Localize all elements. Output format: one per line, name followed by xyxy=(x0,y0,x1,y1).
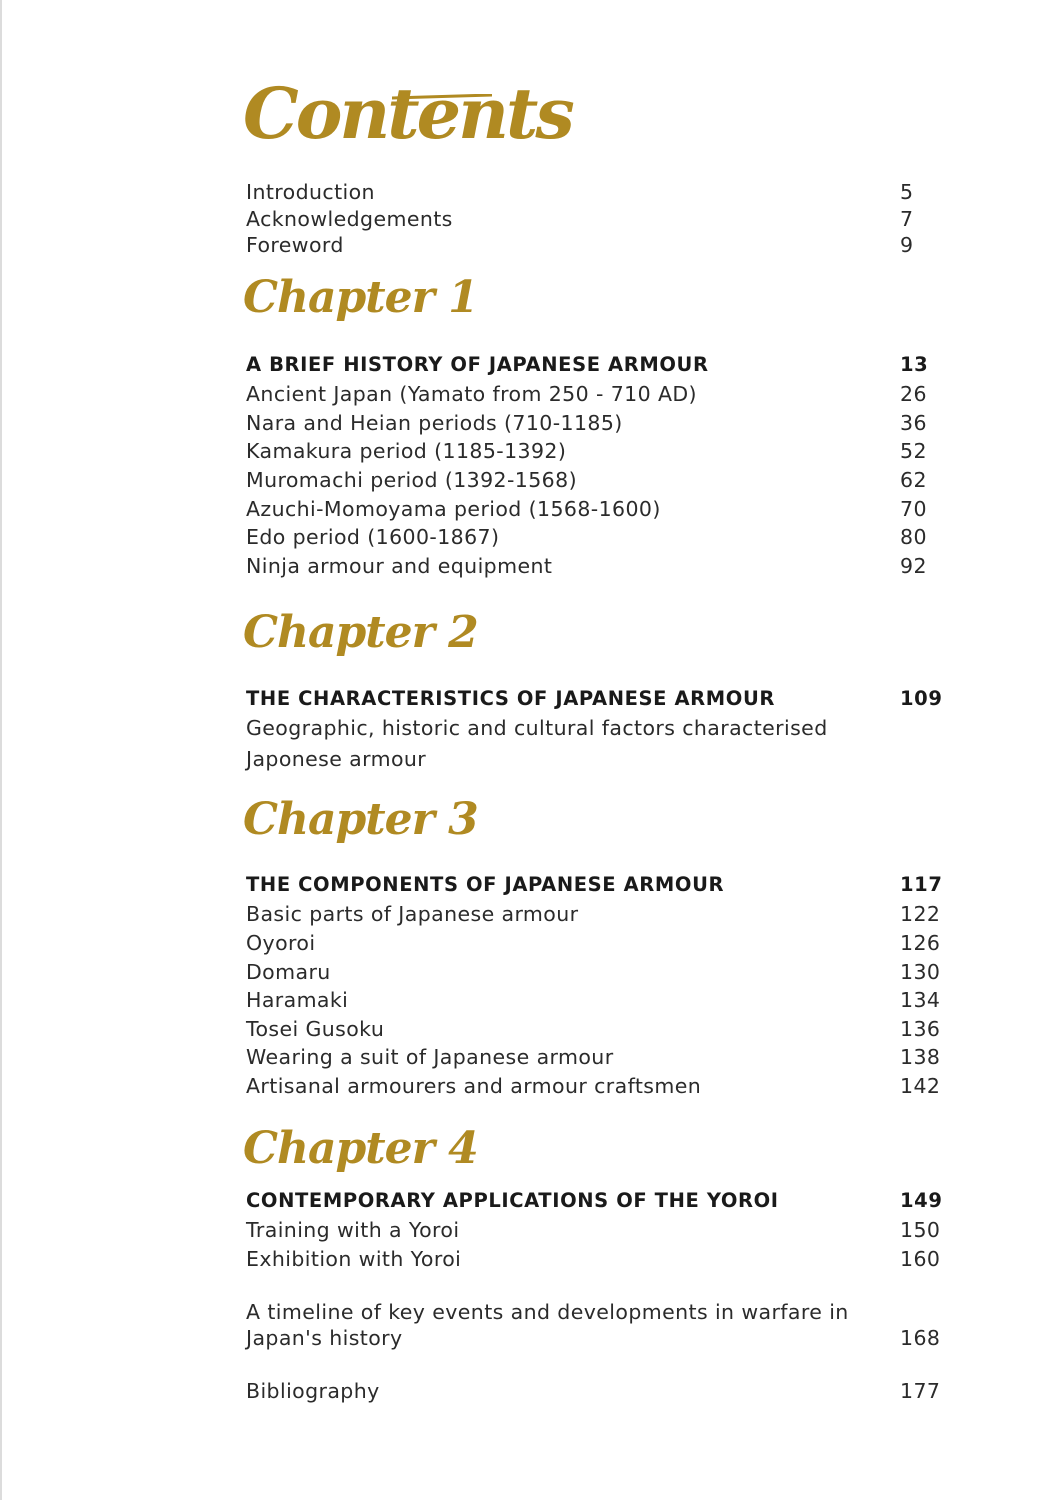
entry-page: 62 xyxy=(900,468,927,492)
entry-page: 168 xyxy=(900,1326,941,1350)
toc-entry-multiline[interactable] xyxy=(246,714,828,742)
toc-entry[interactable] xyxy=(246,380,936,408)
heading-page: 149 xyxy=(900,1189,943,1212)
heading-page: 109 xyxy=(900,687,943,710)
entry-title: Ancient Japan (Yamato from 250 - 710 AD) xyxy=(246,382,697,406)
entry-title: Domaru xyxy=(246,960,331,984)
entry-title: Nara and Heian periods (710-1185) xyxy=(246,411,623,435)
entry-title: Foreword xyxy=(246,233,344,257)
entry-title: Artisanal armourers and armour craftsmen xyxy=(246,1074,702,1098)
entry-title: Muromachi period (1392-1568) xyxy=(246,468,577,492)
toc-entry-acknowledgements[interactable] xyxy=(246,205,936,233)
chapter-4-label: Chapter 4 xyxy=(243,1123,478,1174)
toc-entry[interactable] xyxy=(246,1072,941,1100)
toc-entry-multiline-cont[interactable] xyxy=(246,745,426,773)
toc-entry[interactable] xyxy=(246,409,936,437)
entry-title: Kamakura period (1185-1392) xyxy=(246,439,567,463)
toc-entry[interactable] xyxy=(246,437,936,465)
toc-entry[interactable] xyxy=(246,552,936,580)
entry-title-line1: A timeline of key events and developments in warfare in xyxy=(246,1300,849,1324)
entry-title: Tosei Gusoku xyxy=(246,1017,385,1041)
entry-page: 5 xyxy=(900,180,914,204)
toc-entry[interactable] xyxy=(246,900,941,928)
entry-page: 26 xyxy=(900,382,927,406)
toc-entry[interactable] xyxy=(246,495,936,523)
toc-entry[interactable] xyxy=(246,929,941,957)
entry-title: Wearing a suit of Japanese armour xyxy=(246,1045,614,1069)
entry-title-line2: Japonese armour xyxy=(246,747,427,771)
toc-entry[interactable] xyxy=(246,466,936,494)
entry-title: Ninja armour and equipment xyxy=(246,554,553,578)
chapter-2-label: Chapter 2 xyxy=(243,607,478,658)
toc-entry[interactable] xyxy=(246,1015,941,1043)
entry-page: 7 xyxy=(900,207,914,231)
entry-title: Azuchi-Momoyama period (1568-1600) xyxy=(246,497,661,521)
entry-page: 138 xyxy=(900,1045,941,1069)
heading-title: A BRIEF HISTORY OF JAPANESE ARMOUR xyxy=(246,353,709,376)
entry-page: 9 xyxy=(900,233,914,257)
chapter-4-heading[interactable] xyxy=(246,1187,943,1215)
toc-entry-timeline[interactable] xyxy=(246,1324,941,1352)
entry-page: 142 xyxy=(900,1074,941,1098)
chapter-2-heading[interactable] xyxy=(246,685,943,713)
title-swash xyxy=(392,94,492,100)
toc-entry-timeline-line1[interactable] xyxy=(246,1298,849,1326)
entry-page: 136 xyxy=(900,1017,941,1041)
chapter-1-label: Chapter 1 xyxy=(243,272,478,323)
entry-page: 52 xyxy=(900,439,927,463)
heading-title: THE CHARACTERISTICS OF JAPANESE ARMOUR xyxy=(246,687,776,710)
entry-page: 150 xyxy=(900,1218,941,1242)
chapter-3-label: Chapter 3 xyxy=(243,794,478,845)
entry-title: Oyoroi xyxy=(246,931,316,955)
entry-title: Introduction xyxy=(246,180,375,204)
entry-page: 130 xyxy=(900,960,941,984)
entry-title: Exhibition with Yoroi xyxy=(246,1247,462,1271)
heading-title: CONTEMPORARY APPLICATIONS OF THE YOROI xyxy=(246,1189,779,1212)
entry-title: Training with a Yoroi xyxy=(246,1218,460,1242)
toc-entry[interactable] xyxy=(246,523,936,551)
page-edge xyxy=(0,0,2,1500)
toc-entry[interactable] xyxy=(246,1043,941,1071)
entry-page: 126 xyxy=(900,931,941,955)
heading-title: THE COMPONENTS OF JAPANESE ARMOUR xyxy=(246,873,725,896)
contents-title: Contents xyxy=(243,72,572,155)
entry-page: 177 xyxy=(900,1379,941,1403)
entry-page: 160 xyxy=(900,1247,941,1271)
entry-page: 70 xyxy=(900,497,927,521)
toc-entry[interactable] xyxy=(246,986,941,1014)
toc-entry[interactable] xyxy=(246,1216,941,1244)
entry-title-line2: Japan's history xyxy=(246,1326,403,1350)
entry-page: 134 xyxy=(900,988,941,1012)
toc-entry-foreword[interactable] xyxy=(246,231,936,259)
entry-title: Bibliography xyxy=(246,1379,380,1403)
entry-title: Acknowledgements xyxy=(246,207,453,231)
chapter-3-heading[interactable] xyxy=(246,871,943,899)
chapter-1-heading[interactable] xyxy=(246,351,936,379)
heading-page: 13 xyxy=(900,353,929,376)
toc-entry[interactable] xyxy=(246,958,941,986)
entry-title: Basic parts of Japanese armour xyxy=(246,902,579,926)
entry-page: 36 xyxy=(900,411,927,435)
entry-title: Edo period (1600-1867) xyxy=(246,525,500,549)
entry-title: Haramaki xyxy=(246,988,349,1012)
entry-page: 122 xyxy=(900,902,941,926)
heading-page: 117 xyxy=(900,873,943,896)
toc-entry-introduction[interactable] xyxy=(246,178,936,206)
entry-page: 92 xyxy=(900,554,927,578)
toc-entry-bibliography[interactable] xyxy=(246,1377,941,1405)
entry-page: 80 xyxy=(900,525,927,549)
entry-title-line1: Geographic, historic and cultural factors characterised xyxy=(246,716,828,740)
toc-entry[interactable] xyxy=(246,1245,941,1273)
